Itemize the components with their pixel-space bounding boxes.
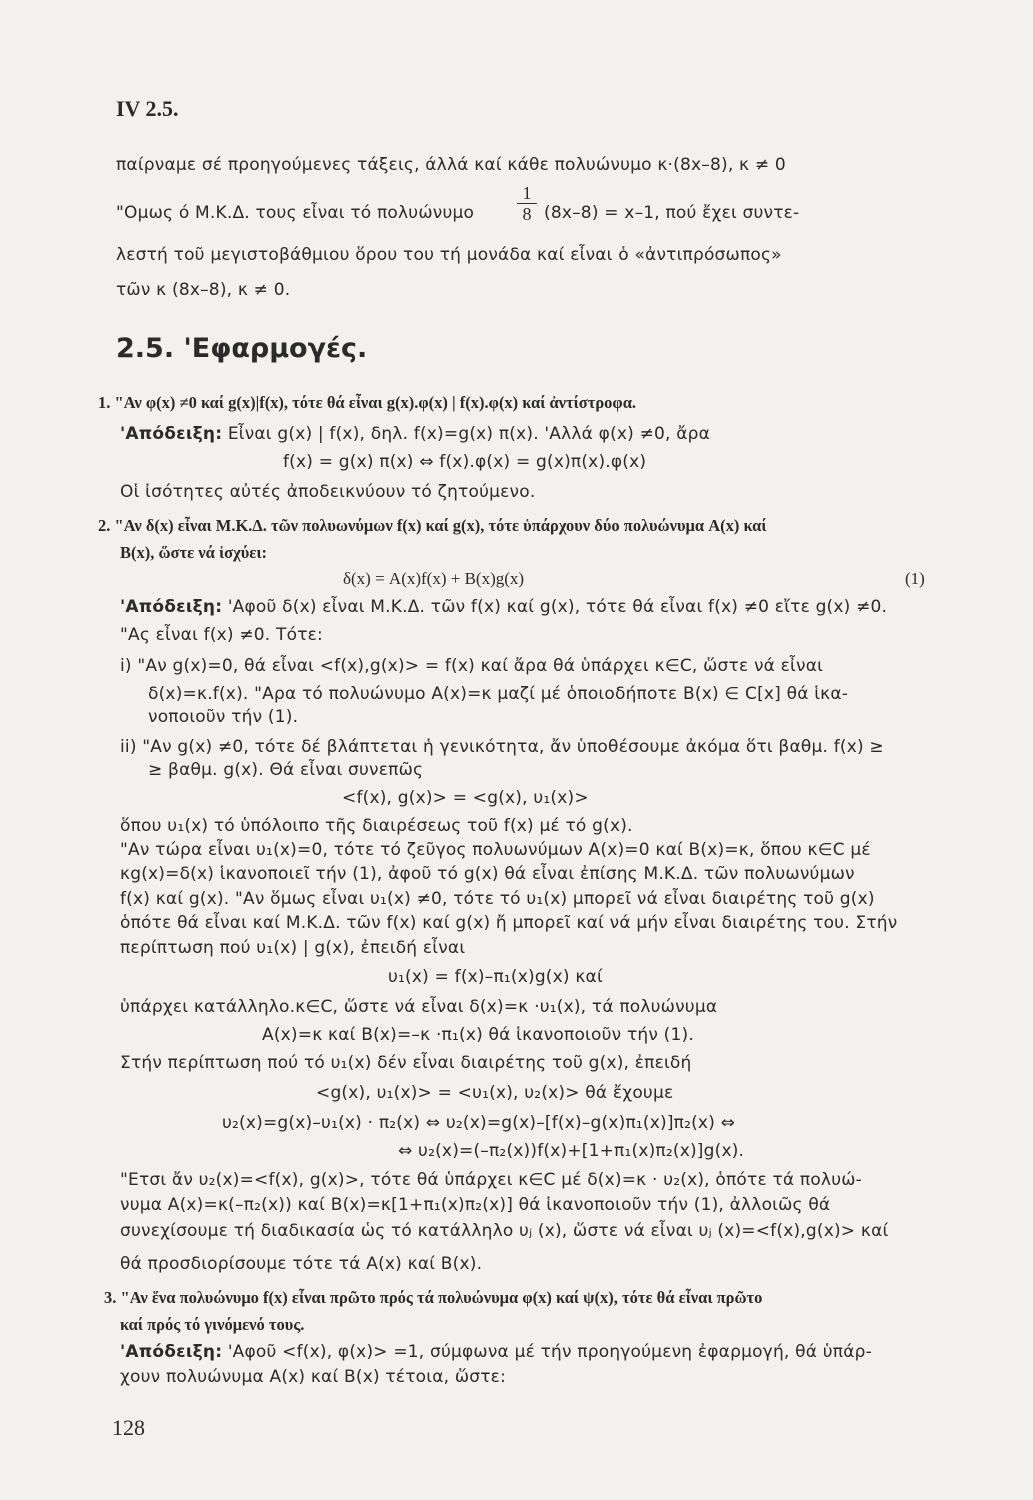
proof-text: ὅπου υ₁(x) τό ὑπόλοιπο τῆς διαιρέσεως τοῦ f(x) μέ τό g(x).	[120, 816, 633, 836]
proof-text: νυμα A(x)=κ(–π₂(x)) καί B(x)=κ[1+π₁(x)π₂(x)] θά ἱκανοποιοῦν τήν (1), ἀλλοιῶς θά	[120, 1195, 831, 1215]
proof-text: κg(x)=δ(x) ἱκανοποιεῖ τήν (1), ἀφοῦ τό g(x) θά εἶναι ἐπίσης Μ.Κ.Δ. τῶν πολυωνύμων	[120, 864, 855, 884]
statement-text: "Αν φ(x) ≠0 καί g(x)|f(x), τότε θά εἶναι g(x).φ(x) | f(x).φ(x) καί ἀντίστροφα.	[114, 393, 637, 412]
intro-line: λεστή τοῦ μεγιστοβάθμιου ὅρου του τή μονάδα καί εἶναι ὁ «ἀντιπρόσωπος»	[116, 245, 782, 265]
equation: A(x)=κ καί B(x)=–κ ·π₁(x) θά ἱκανοποιοῦν τήν (1).	[262, 1025, 694, 1045]
proof-label: 'Απόδειξη:	[120, 424, 223, 444]
statement-text: "Αν ἕνα πολυώνυμο f(x) εἶναι πρῶτο πρός τά πολυώνυμα φ(x) καί ψ(x), τότε θά εἶναι πρῶτο	[120, 1288, 763, 1307]
proof-text: Οἱ ἰσότητες αὐτές ἀποδεικνύουν τό ζητούμενο.	[120, 482, 536, 502]
fraction-numerator: 1	[517, 184, 537, 204]
equation: f(x) = g(x) π(x) ⇔ f(x).φ(x) = g(x)π(x).φ(x)	[283, 452, 647, 472]
app1-proof	[120, 424, 710, 444]
equation: <g(x), υ₁(x)> = <υ₁(x), υ₂(x)> θά ἔχουμε	[316, 1083, 674, 1103]
statement-text: B(x), ὥστε νά ἰσχύει:	[120, 543, 267, 562]
proof-text: "Αν τώρα εἶναι υ₁(x)=0, τότε τό ζεῦγος πολυωνύμων A(x)=0 καί B(x)=κ, ὅπου κ∈C μέ	[120, 840, 871, 860]
case-i: δ(x)=κ.f(x). "Αρα τό πολυώνυμο A(x)=κ μαζί μέ ὁποιοδήποτε B(x) ∈ C[x] θά ἱκα-	[148, 684, 849, 704]
page-number: 128	[112, 1415, 145, 1440]
proof-text: Στήν περίπτωση πού τό υ₁(x) δέν εἶναι διαιρέτης τοῦ g(x), ἐπειδή	[120, 1053, 692, 1073]
proof-text: Εἶναι g(x) | f(x), δηλ. f(x)=g(x) π(x). 'Αλλά φ(x) ≠0, ἄρα	[227, 424, 711, 444]
item-number: 1.	[98, 393, 111, 412]
proof-text: θά προσδιορίσουμε τότε τά A(x) καί B(x).	[120, 1254, 483, 1274]
equation: <f(x), g(x)> = <g(x), υ₁(x)>	[342, 788, 589, 808]
intro-line: παίρναμε σέ προηγούμενες τάξεις, άλλά καί κάθε πολυώνυμο κ·(8x–8), κ ≠ 0	[116, 155, 786, 175]
proof-label: 'Απόδειξη:	[120, 597, 223, 617]
proof-text: συνεχίσουμε τή διαδικασία ὡς τό κατάλληλο υⱼ (x), ὥστε νά εἶναι υⱼ (x)=<f(x),g(x)> καί	[120, 1221, 889, 1241]
proof-label: 'Απόδειξη:	[120, 1342, 223, 1362]
case-ii: ii) "Αν g(x) ≠0, τότε δέ βλάπτεται ἡ γενικότητα, ἄν ὑποθέσουμε ἀκόμα ὅτι βαθμ. f(x) ≥	[120, 737, 884, 757]
equation: δ(x) = A(x)f(x) + B(x)g(x)	[343, 569, 525, 588]
app1-statement	[98, 393, 636, 413]
item-number: 3.	[104, 1288, 117, 1307]
case-ii: ≥ βαθμ. g(x). Θά εἶναι συνεπῶς	[148, 760, 424, 780]
intro-line: "Ομως ό Μ.Κ.Δ. τους εἶναι τό πολυώνυμο	[116, 203, 475, 223]
case-i: i) "Αν g(x)=0, θά εἶναι <f(x),g(x)> = f(x) καί ἄρα θά ὑπάρχει κ∈C, ὥστε νά εἶναι	[120, 656, 824, 676]
equation: ⇔ υ₂(x)=(–π₂(x))f(x)+[1+π₁(x)π₂(x)]g(x).	[398, 1141, 745, 1161]
equation-number: (1)	[905, 569, 925, 588]
proof-text: ὁπότε θά εἶναι καί Μ.Κ.Δ. τῶν f(x) καί g(x) ἤ μπορεῖ καί νά μήν εἶναι διαιρέτης του. Στήν	[120, 913, 898, 933]
app3-statement	[104, 1288, 762, 1308]
intro-line: τῶν κ (8x–8), κ ≠ 0.	[116, 280, 291, 300]
proof-text: χουν πολυώνυμα A(x) καί B(x) τέτοια, ὥστε:	[120, 1367, 507, 1387]
fraction-denominator: 8	[522, 204, 532, 224]
item-number: 2.	[98, 516, 111, 535]
statement-text: καί πρός τό γινόμενό τους.	[120, 1315, 305, 1334]
case-i: νοποιοῦν τήν (1).	[148, 707, 299, 727]
app2-statement	[98, 516, 766, 536]
app3-proof	[120, 1342, 872, 1362]
app2-proof	[120, 597, 887, 617]
equation: υ₂(x)=g(x)–υ₁(x) · π₂(x) ⇔ υ₂(x)=g(x)–[f(x)–g(x)π₁(x)]π₂(x) ⇔	[222, 1113, 736, 1133]
proof-text: ὑπάρχει κατάλληλο.κ∈C, ὥστε νά εἶναι δ(x)=κ ·υ₁(x), τά πολυώνυμα	[120, 997, 718, 1017]
intro-line: (8x–8) = x–1, πού ἔχει συντε-	[544, 203, 800, 223]
proof-text: "Ετσι ἄν υ₂(x)=<f(x), g(x)>, τότε θά ὑπάρχει κ∈C μέ δ(x)=κ · υ₂(x), ὁπότε τά πολυώ-	[120, 1170, 862, 1190]
section-title: 2.5. 'Εφαρμογές.	[116, 333, 368, 364]
equation: υ₁(x) = f(x)–π₁(x)g(x) καί	[388, 967, 603, 987]
proof-text: "Ας εἶναι f(x) ≠0. Τότε:	[120, 625, 323, 645]
proof-text: περίπτωση πού υ₁(x) | g(x), ἐπειδή εἶναι	[120, 938, 466, 958]
proof-text: 'Αφοῦ δ(x) εἶναι Μ.Κ.Δ. τῶν f(x) καί g(x), τότε θά εἶναι f(x) ≠0 εἴτε g(x) ≠0.	[227, 597, 888, 617]
proof-text: 'Αφοῦ <f(x), φ(x)> =1, σύμφωνα μέ τήν προηγούμενη ἐφαρμογή, θά ὑπάρ-	[227, 1342, 872, 1362]
statement-text: "Αν δ(x) εἶναι Μ.Κ.Δ. τῶν πολυωνύμων f(x) καί g(x), τότε ὑπάρχουν δύο πολυώνυμα A(x) καί	[114, 516, 767, 535]
fraction	[517, 184, 537, 224]
proof-text: f(x) καί g(x). "Αν ὅμως εἶναι υ₁(x) ≠0, τότε τό υ₁(x) μπορεῖ νά εἶναι διαιρέτης τοῦ g(x)	[120, 889, 875, 909]
section-header: IV 2.5.	[116, 96, 179, 121]
